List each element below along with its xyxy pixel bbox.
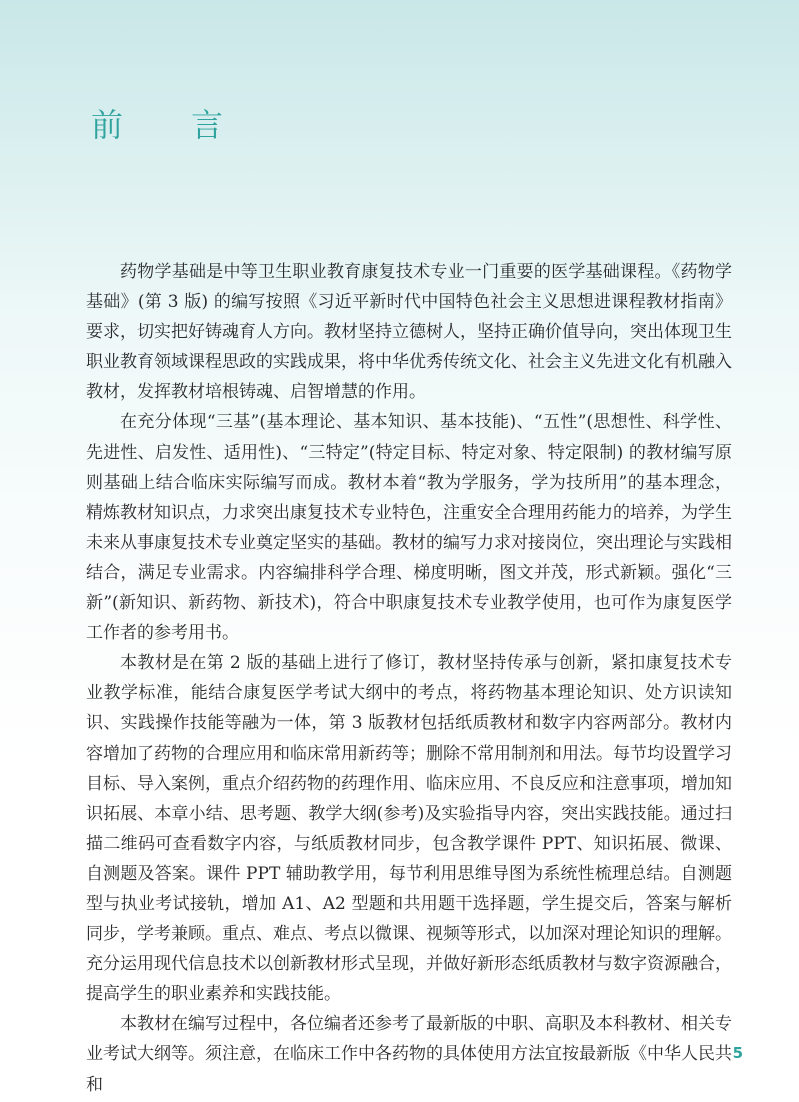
paragraph-4: 本教材在编写过程中，各位编者还参考了最新版的中职、高职及本科教材、相关专业考试大纲等。须注意，在临床工作中各药物的具体使用方法宜按最新版《中华人民共和 — [86, 1014, 732, 1095]
paragraph-3: 本教材是在第 2 版的基础上进行了修订，教材坚持传承与创新，紧扣康复技术专业教学标准，能结合康复医学考试大纲中的考点，将药物基本理论知识、处方识读知识、实践操作技能等融为一体，第 3 版教材包括纸质教材和数字内容两部分。教材内容增加了药物的合理应用和临床常用新药等；删除不常用制剂和用法。每节均设置学习目标、导入案例，重点介绍药物的药理作用、临床应用、不良反应和注意事项，增加知识拓展、本章小结、思考题、教学大纲(参考)及实验指导内容，突出实践技能。通过扫描二维码可查看数字内容，与纸质教材同步，包含教学课件 PPT、知识拓展、微课、自测题及答案。课件 PPT 辅助教学用，每节利用思维导图为系统性梳理总结。自测题型与执业考试接轨，增加 A1、A2 型题和共用题干选择题，学生提交后，答案与解析同步，学考兼顾。重点、难点、考点以微课、视频等形式，以加深对理论知识的理解。充分运用现代信息技术以创新教材形式呈现，并做好新形态纸质教材与数字资源融合，提高学生的职业素养和实践技能。 — [86, 653, 732, 1005]
paragraph-1: 药物学基础是中等卫生职业教育康复技术专业一门重要的医学基础课程。《药物学基础》(第 3 版) 的编写按照《习近平新时代中国特色社会主义思想进课程教材指南》要求，切实把好铸魂育人方向。教材坚持立德树人，坚持正确价值导向，突出体现卫生职业教育领域课程思政的实践成果，将中华优秀传统文化、社会主义先进文化有机融入教材，发挥教材培根铸魂、启智增慧的作用。 — [86, 262, 732, 403]
preface-body — [86, 257, 732, 1100]
paragraph-2: 在充分体现“三基”(基本理论、基本知识、基本技能)、“五性”(思想性、科学性、先进性、启发性、适用性)、“三特定”(特定目标、特定对象、特定限制) 的教材编写原则基础上结合临床实际编写而成。教材本着“教为学服务，学为技所用”的基本理念，精炼教材知识点，力求突出康复技术专业特色，注重安全合理用药能力的培养，为学生未来从事康复技术专业奠定坚实的基础。教材的编写力求对接岗位，突出理论与实践相结合，满足专业需求。内容编排科学合理、梯度明晰，图文并茂，形式新颖。强化“三新”(新知识、新药物、新技术)，符合中职康复技术专业教学使用，也可作为康复医学工作者的参考用书。 — [86, 412, 732, 644]
page-number: 5 — [732, 1044, 743, 1062]
page-title: 前 言 — [91, 106, 242, 144]
